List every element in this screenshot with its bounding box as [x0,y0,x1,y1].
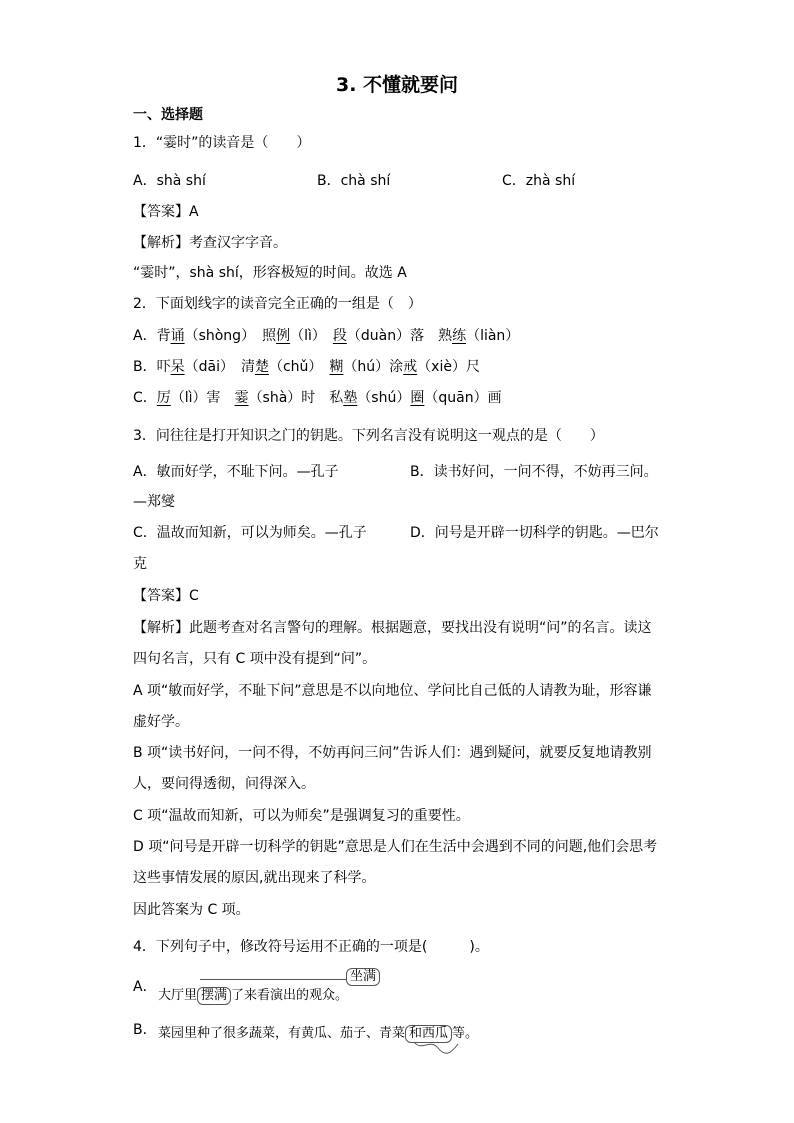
q3-analysis-line: B 项“读书好问，一问不得，不妨再问三问”告诉人们：遇到疑问，就要反复地请教别 [133,745,652,761]
underlined-char: 圈 [410,390,425,406]
q2-option-c [133,388,502,408]
q4-option-a-figure [156,966,396,1006]
q3-analysis-line: 四句名言，只有 C 项中没有提到“问”。 [133,651,377,667]
sentence-text: 大厅里 [158,988,198,1003]
correction-wrapper [346,968,380,986]
q1-option-a: A．shà shí [133,173,206,189]
underlined-char: 练 [452,328,467,344]
sentence-text: 了来看演出的观众。 [231,988,349,1003]
q1-analysis: 【解析】考查汉字字音。 [133,235,287,251]
q4-option-a-label: A． [133,979,157,995]
q1-answer: 【答案】A [133,204,199,220]
q3-analysis-line: C 项“温故而知新，可以为师矣”是强调复习的重要性。 [133,808,470,824]
underlined-char: 楚 [254,359,269,375]
q3-option-b: B．读书好问，一问不得，不妨再三问。 [410,464,658,480]
section-heading: 一、选择题 [133,107,203,123]
q3-analysis-line: 这些事情发展的原因,就出现来了科学。 [133,870,376,886]
sentence-text: 等。 [452,1026,479,1041]
option-text: （shòng） 照 [184,328,277,344]
option-text: （dāi） 清 [184,359,255,375]
q3-analysis-line: 虚好学。 [133,714,189,730]
q3-option-c: C．温故而知新，可以为师矣。—孔子 [133,525,367,541]
replace-mark-box: 摆满 [197,987,231,1005]
q2-option-b [133,357,480,377]
q1-option-c: C．zhà shí [502,173,576,189]
option-text: （shà）时 私 [248,390,344,406]
sentence-text: 菜园里种了很多蔬菜，有黄瓜、茄子、青菜 [158,1026,406,1041]
option-text: （liàn） [466,328,520,344]
q3-option-d: D．问号是开辟一切科学的钥匙。—巴尔 [410,525,659,541]
q3-analysis-line: 因此答案为 C 项。 [133,902,250,918]
q3-option-b-cont: —郑燮 [133,494,175,510]
option-text: （duàn）落 熟 [346,328,453,344]
underlined-char: 霎 [234,390,249,406]
q1-analysis-detail: “霎时”，shà shí，形容极短的时间。故选 A [133,265,407,281]
q2-stem: 2．下面划线字的读音完全正确的一组是（ ） [133,296,422,312]
underlined-char: 厉 [156,390,171,406]
underlined-char: 塾 [343,390,358,406]
q4-stem: 4．下列句子中，修改符号运用不正确的一项是( )。 [133,939,489,955]
page-title: 3. 不懂就要问 [335,74,459,96]
underlined-char: 糊 [329,359,344,375]
q3-answer: 【答案】C [133,588,199,604]
q1-option-b: B．chà shí [317,173,391,189]
q3-analysis: 【解析】此题考查对名言警句的理解。根据题意，要找出没有说明“问”的名言。读这 [133,620,652,636]
underlined-char: 诵 [170,328,185,344]
q2-option-a [133,326,519,346]
q3-analysis-line: D 项“问号是开辟一切科学的钥匙”意思是人们在生活中会遇到不同的问题,他们会思考 [133,839,658,855]
q3-stem: 3．问往往是打开知识之门的钥匙。下列名言没有说明这一观点的是（ ） [133,428,604,444]
option-text: （lì）害 [170,390,235,406]
q3-analysis-line: A 项“敏而好学，不耻下问”意思是不以向地位、学问比自己低的人请教为耻，形容谦 [133,683,652,699]
underlined-char: 戒 [403,359,418,375]
q3-option-a: A．敏而好学，不耻下问。—孔子 [133,464,339,480]
underlined-char: 段 [332,328,347,344]
option-text: （shú） [357,390,411,406]
edit-mark-box: 和西瓜 [405,1025,452,1043]
delete-mark-icon [412,1040,462,1054]
q4-option-b-label: B． [133,1022,157,1038]
option-text: （chǔ） [268,359,330,375]
correction-text: 坐满 [346,968,380,986]
option-text: C． [133,390,157,406]
option-text: B．吓 [133,359,171,375]
option-text: A．背 [133,328,171,344]
option-text: （xiè）尺 [417,359,480,375]
q3-option-d-cont: 克 [133,556,147,572]
q1-stem: 1．“霎时”的读音是（ ） [133,135,311,151]
replace-mark-line [200,979,346,980]
option-text: （lì） [290,328,333,344]
option-text: （quān）画 [424,390,502,406]
q3-analysis-line: 人，要问得透彻，问得深入。 [133,776,315,792]
underlined-char: 例 [276,328,291,344]
option-text: （hú）涂 [343,359,404,375]
q4-option-a-sentence [158,984,348,1005]
underlined-char: 呆 [170,359,185,375]
